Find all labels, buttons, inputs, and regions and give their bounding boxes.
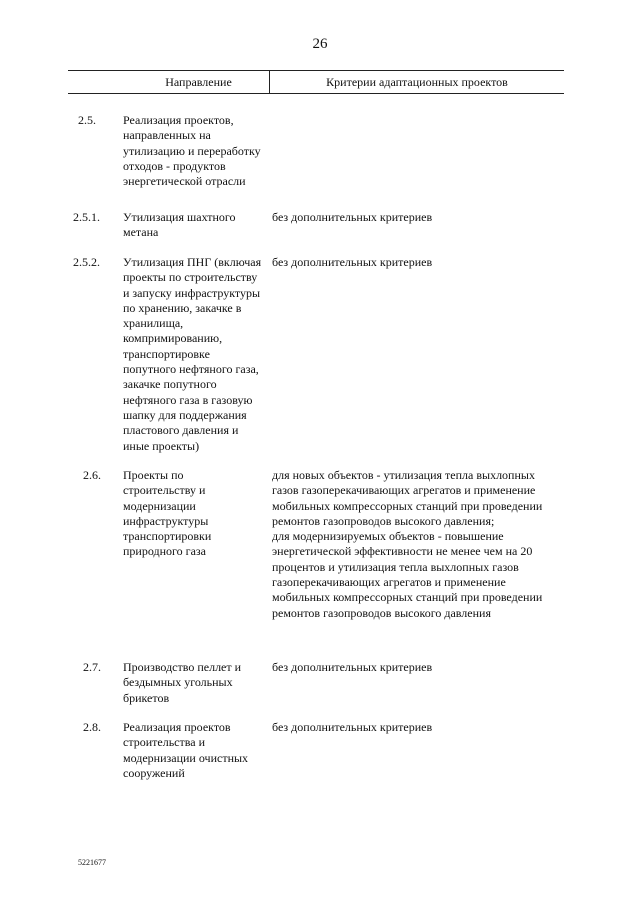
- table-header: [68, 70, 564, 94]
- row-criteria: без дополнительных критериев: [272, 255, 433, 269]
- row-number: 2.8.: [83, 720, 101, 734]
- column-header-direction: Направление: [165, 75, 232, 89]
- row-direction: Производство пеллет и бездымных угольных брикетов: [123, 660, 242, 705]
- column-header-criteria: Критерии адаптационных проектов: [326, 75, 508, 89]
- row-direction: Реализация проектов, направленных на утилизацию и переработку отходов - продуктов энергетической отрасли: [123, 113, 261, 189]
- row-number: 2.7.: [83, 660, 101, 674]
- row-direction: Реализация проектов строительства и модернизации очистных сооружений: [123, 720, 249, 780]
- row-criteria: без дополнительных критериев: [272, 210, 433, 224]
- row-direction: Проекты по строительству и модернизации инфраструктуры транспортировки природного газа: [123, 468, 212, 559]
- row-direction: Утилизация ПНГ (включая проекты по строительству и запуску инфраструктуры по хранению, закачке в хранилища, компримированию, транспортировке попутного нефтяного газа, закачке попутного нефтяного газа в газовую шапку для поддержания пластового давления и иные проекты): [123, 255, 262, 453]
- row-number: 2.5.1.: [73, 210, 100, 224]
- row-number: 2.5.: [78, 113, 96, 127]
- document-code: 5221677: [78, 858, 106, 867]
- row-criteria: для новых объектов - утилизация тепла выхлопных газов газоперекачивающих агрегатов и применение мобильных компрессорных станций при проведении ремонтов газопроводов высокого давления; для модернизируемых объектов - повышение энергетической эффективности не менее чем на 20 процентов и утилизация тепла выхлопных газов газоперекачивающих агрегатов и применение мобильных компрессорных станций при проведении ремонтов газопроводов высокого давления: [272, 468, 543, 620]
- row-direction: Утилизация шахтного метана: [123, 210, 236, 240]
- row-number: 2.6.: [83, 468, 101, 482]
- row-criteria: без дополнительных критериев: [272, 660, 433, 674]
- row-number: 2.5.2.: [73, 255, 100, 269]
- page-number: 26: [312, 36, 328, 52]
- row-criteria: без дополнительных критериев: [272, 720, 433, 734]
